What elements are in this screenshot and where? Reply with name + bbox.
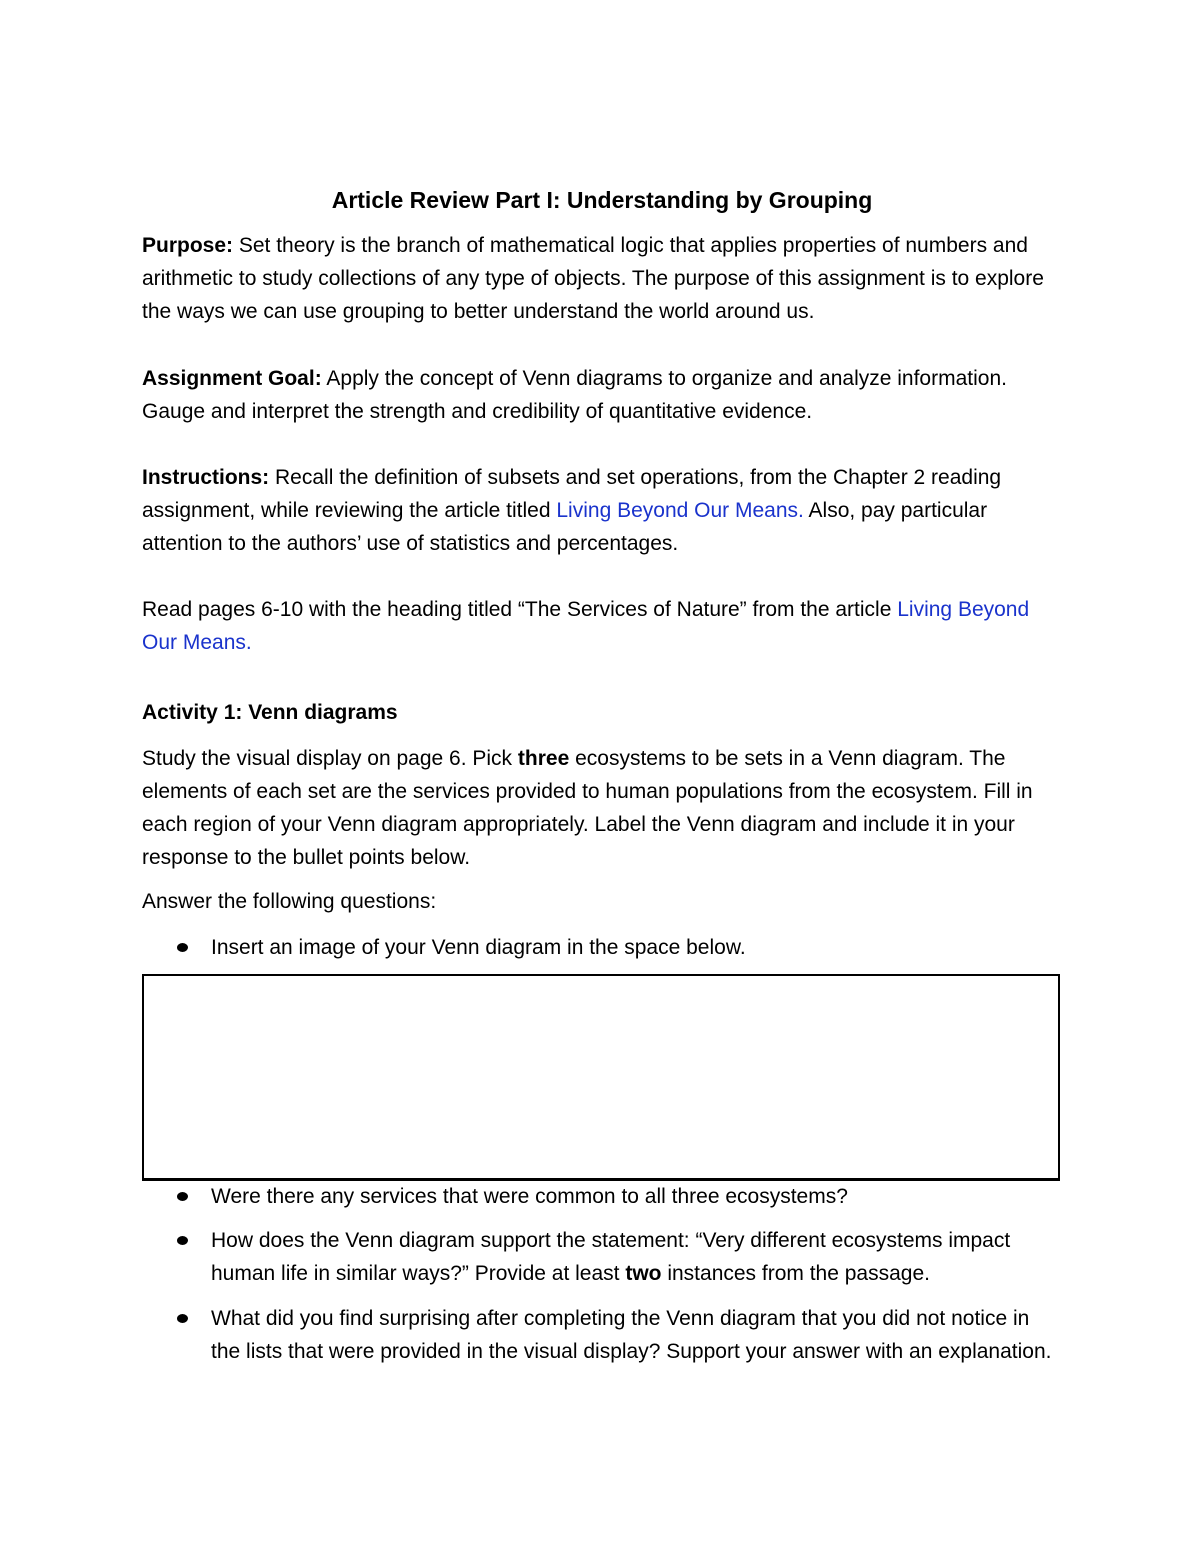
bullet-3-text: How does the Venn diagram support the statement: “Very different ecosystems impact human life in similar ways?” Provide at least <box>211 1229 1011 1285</box>
goal-text: Apply the concept of Venn diagrams to organize and analyze information. Gauge and interpret the strength and credibility of quantitative evidence. <box>142 367 1007 423</box>
activity-heading: Activity 1: Venn diagrams <box>142 701 398 724</box>
bullet-text-2: Were there any services that were common to all three ecosystems? <box>211 1185 848 1208</box>
instructions-label: Instructions: <box>142 466 270 489</box>
article-link-2[interactable]: Living Beyond Our Means. <box>142 598 1030 654</box>
activity-text: Study the visual display on page 6. Pick <box>142 747 518 770</box>
purpose-paragraph <box>142 229 1060 328</box>
instructions-text-after: Also, pay particular attention to the authors’ use of statistics and percentages. <box>142 499 988 555</box>
activity-bold-three: three <box>517 747 570 770</box>
bullet-dot-icon <box>177 943 188 952</box>
instructions-text: Recall the definition of subsets and set operations, from the Chapter 2 reading assignment, while reviewing the article titled <box>142 466 1002 522</box>
bullet-dot-icon <box>177 1192 188 1201</box>
document-title: Article Review Part I: Understanding by Grouping <box>331 187 873 213</box>
bullet-text-1: Insert an image of your Venn diagram in the space below. <box>211 936 746 959</box>
purpose-text: Set theory is the branch of mathematical logic that applies properties of numbers and arithmetic to study collections of any type of objects. The purpose of this assignment is to explore the ways we can use grouping to better understand the world around us. <box>142 234 1044 323</box>
read-paragraph <box>142 593 1060 659</box>
bullet-text-4: What did you find surprising after completing the Venn diagram that you did not notice in the lists that were provided in the visual display? Support your answer with an explanation. <box>211 1307 1052 1363</box>
instructions-paragraph <box>142 461 1060 560</box>
bullet-dot-icon <box>177 1314 188 1323</box>
purpose-label: Purpose: <box>142 234 234 257</box>
article-link[interactable]: Living Beyond Our Means. <box>556 499 804 522</box>
read-text: Read pages 6-10 with the heading titled “The Services of Nature” from the article <box>142 598 898 621</box>
activity-text-after: ecosystems to be sets in a Venn diagram. The elements of each set are the services provided to human populations from the ecosystem. Fill in each region of your Venn diagram appropriately. Label the Venn diagram and include it in your response to the bullet points below. <box>142 747 1033 869</box>
bullet-3-text-after: instances from the passage. <box>661 1262 930 1285</box>
venn-diagram-answer-box[interactable] <box>142 974 1060 1181</box>
bullet-3-bold-two: two <box>625 1262 662 1285</box>
goal-paragraph <box>142 362 1060 428</box>
goal-label: Assignment Goal: <box>142 367 322 390</box>
bullet-text-3 <box>211 1224 1061 1290</box>
activity-paragraph <box>142 742 1060 874</box>
bullet-dot-icon <box>177 1236 188 1245</box>
answer-prompt: Answer the following questions: <box>142 890 437 913</box>
